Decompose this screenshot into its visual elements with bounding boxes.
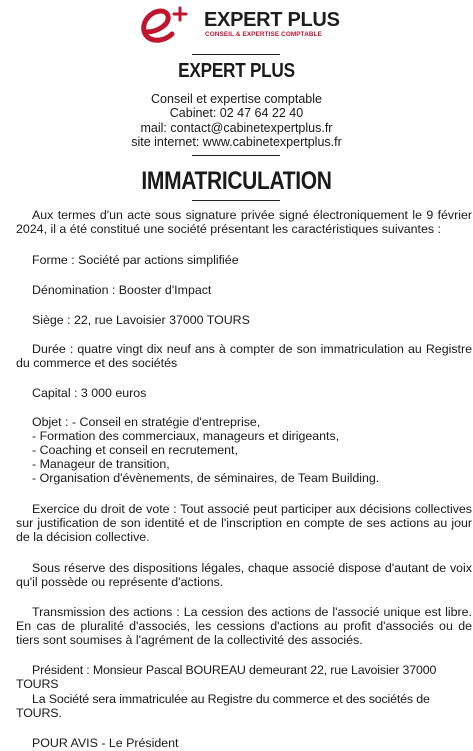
president-line: Président : Monsieur Pascal BOUREAU demeurant 22, rue Lavoisier 37000 TOURS xyxy=(16,663,437,691)
firm-website: site internet: www.cabinetexpertplus.fr xyxy=(131,135,342,149)
intro-paragraph: Aux termes d'un acte sous signature privée signé électroniquement le 9 février 2024, il a été constitué une société présentant les caractéristiques suivantes : xyxy=(16,208,472,236)
objet-item: - Manageur de transition, xyxy=(32,457,170,471)
vote-paragraph: Exercice du droit de vote : Tout associé peut participer aux décisions collectives sur justification de son identité et de l'inscription en compte de ses actions au jour de la décision collective. xyxy=(16,502,472,544)
denomination-line: Dénomination : Booster d'Impact xyxy=(32,283,212,297)
objet-item: - Coaching et conseil en recrutement, xyxy=(32,443,238,457)
objet-item: Objet : - Conseil en stratégie d'entreprise, xyxy=(32,415,261,429)
objet-item: - Organisation d'évènements, de séminaires, de Team Building. xyxy=(32,471,380,485)
firm-name: EXPERT PLUS xyxy=(178,60,295,82)
logo-tagline: CONSEIL & EXPERTISE COMPTABLE xyxy=(205,31,322,38)
divider-bottom xyxy=(192,200,280,201)
firm-email: mail: contact@cabinetexpertplus.fr xyxy=(140,121,333,135)
firm-phone: Cabinet: 02 47 64 22 40 xyxy=(169,106,304,120)
notice-title: IMMATRICULATION xyxy=(141,167,332,195)
transmission-paragraph: Transmission des actions : La cession des actions de l'associé unique est libre. En cas de pluralité d'associés, les cessions d'actions au profit d'associés ou de tiers sont soumises à l'agrément de la collectivité des associés. xyxy=(16,605,472,647)
siege-line: Siège : 22, rue Lavoisier 37000 TOURS xyxy=(32,313,250,327)
firm-subtitle: Conseil et expertise comptable xyxy=(151,92,322,106)
logo xyxy=(136,2,346,46)
divider-top xyxy=(192,54,280,55)
forme-line: Forme : Société par actions simplifiée xyxy=(32,253,239,267)
logo-brand-name: EXPERT PLUS xyxy=(204,9,340,31)
signature-line: POUR AVIS - Le Président xyxy=(32,736,179,750)
duree-paragraph: Durée : quatre vingt dix neuf ans à compter de son immatriculation au Registre du commerce et des sociétés xyxy=(16,342,472,370)
objet-list xyxy=(16,415,472,485)
logo-e-mark-icon xyxy=(136,2,202,46)
objet-item: - Formation des commerciaux, manageurs et dirigeants, xyxy=(32,429,340,443)
capital-line: Capital : 3 000 euros xyxy=(32,386,147,400)
rcs-line: La Société sera immatriculée au Registre du commerce et des sociétés de TOURS. xyxy=(16,692,430,720)
divider-middle xyxy=(192,155,280,156)
reserve-paragraph: Sous réserve des dispositions légales, chaque associé dispose d'autant de voix qu'il possède ou représente d'actions. xyxy=(16,561,472,589)
